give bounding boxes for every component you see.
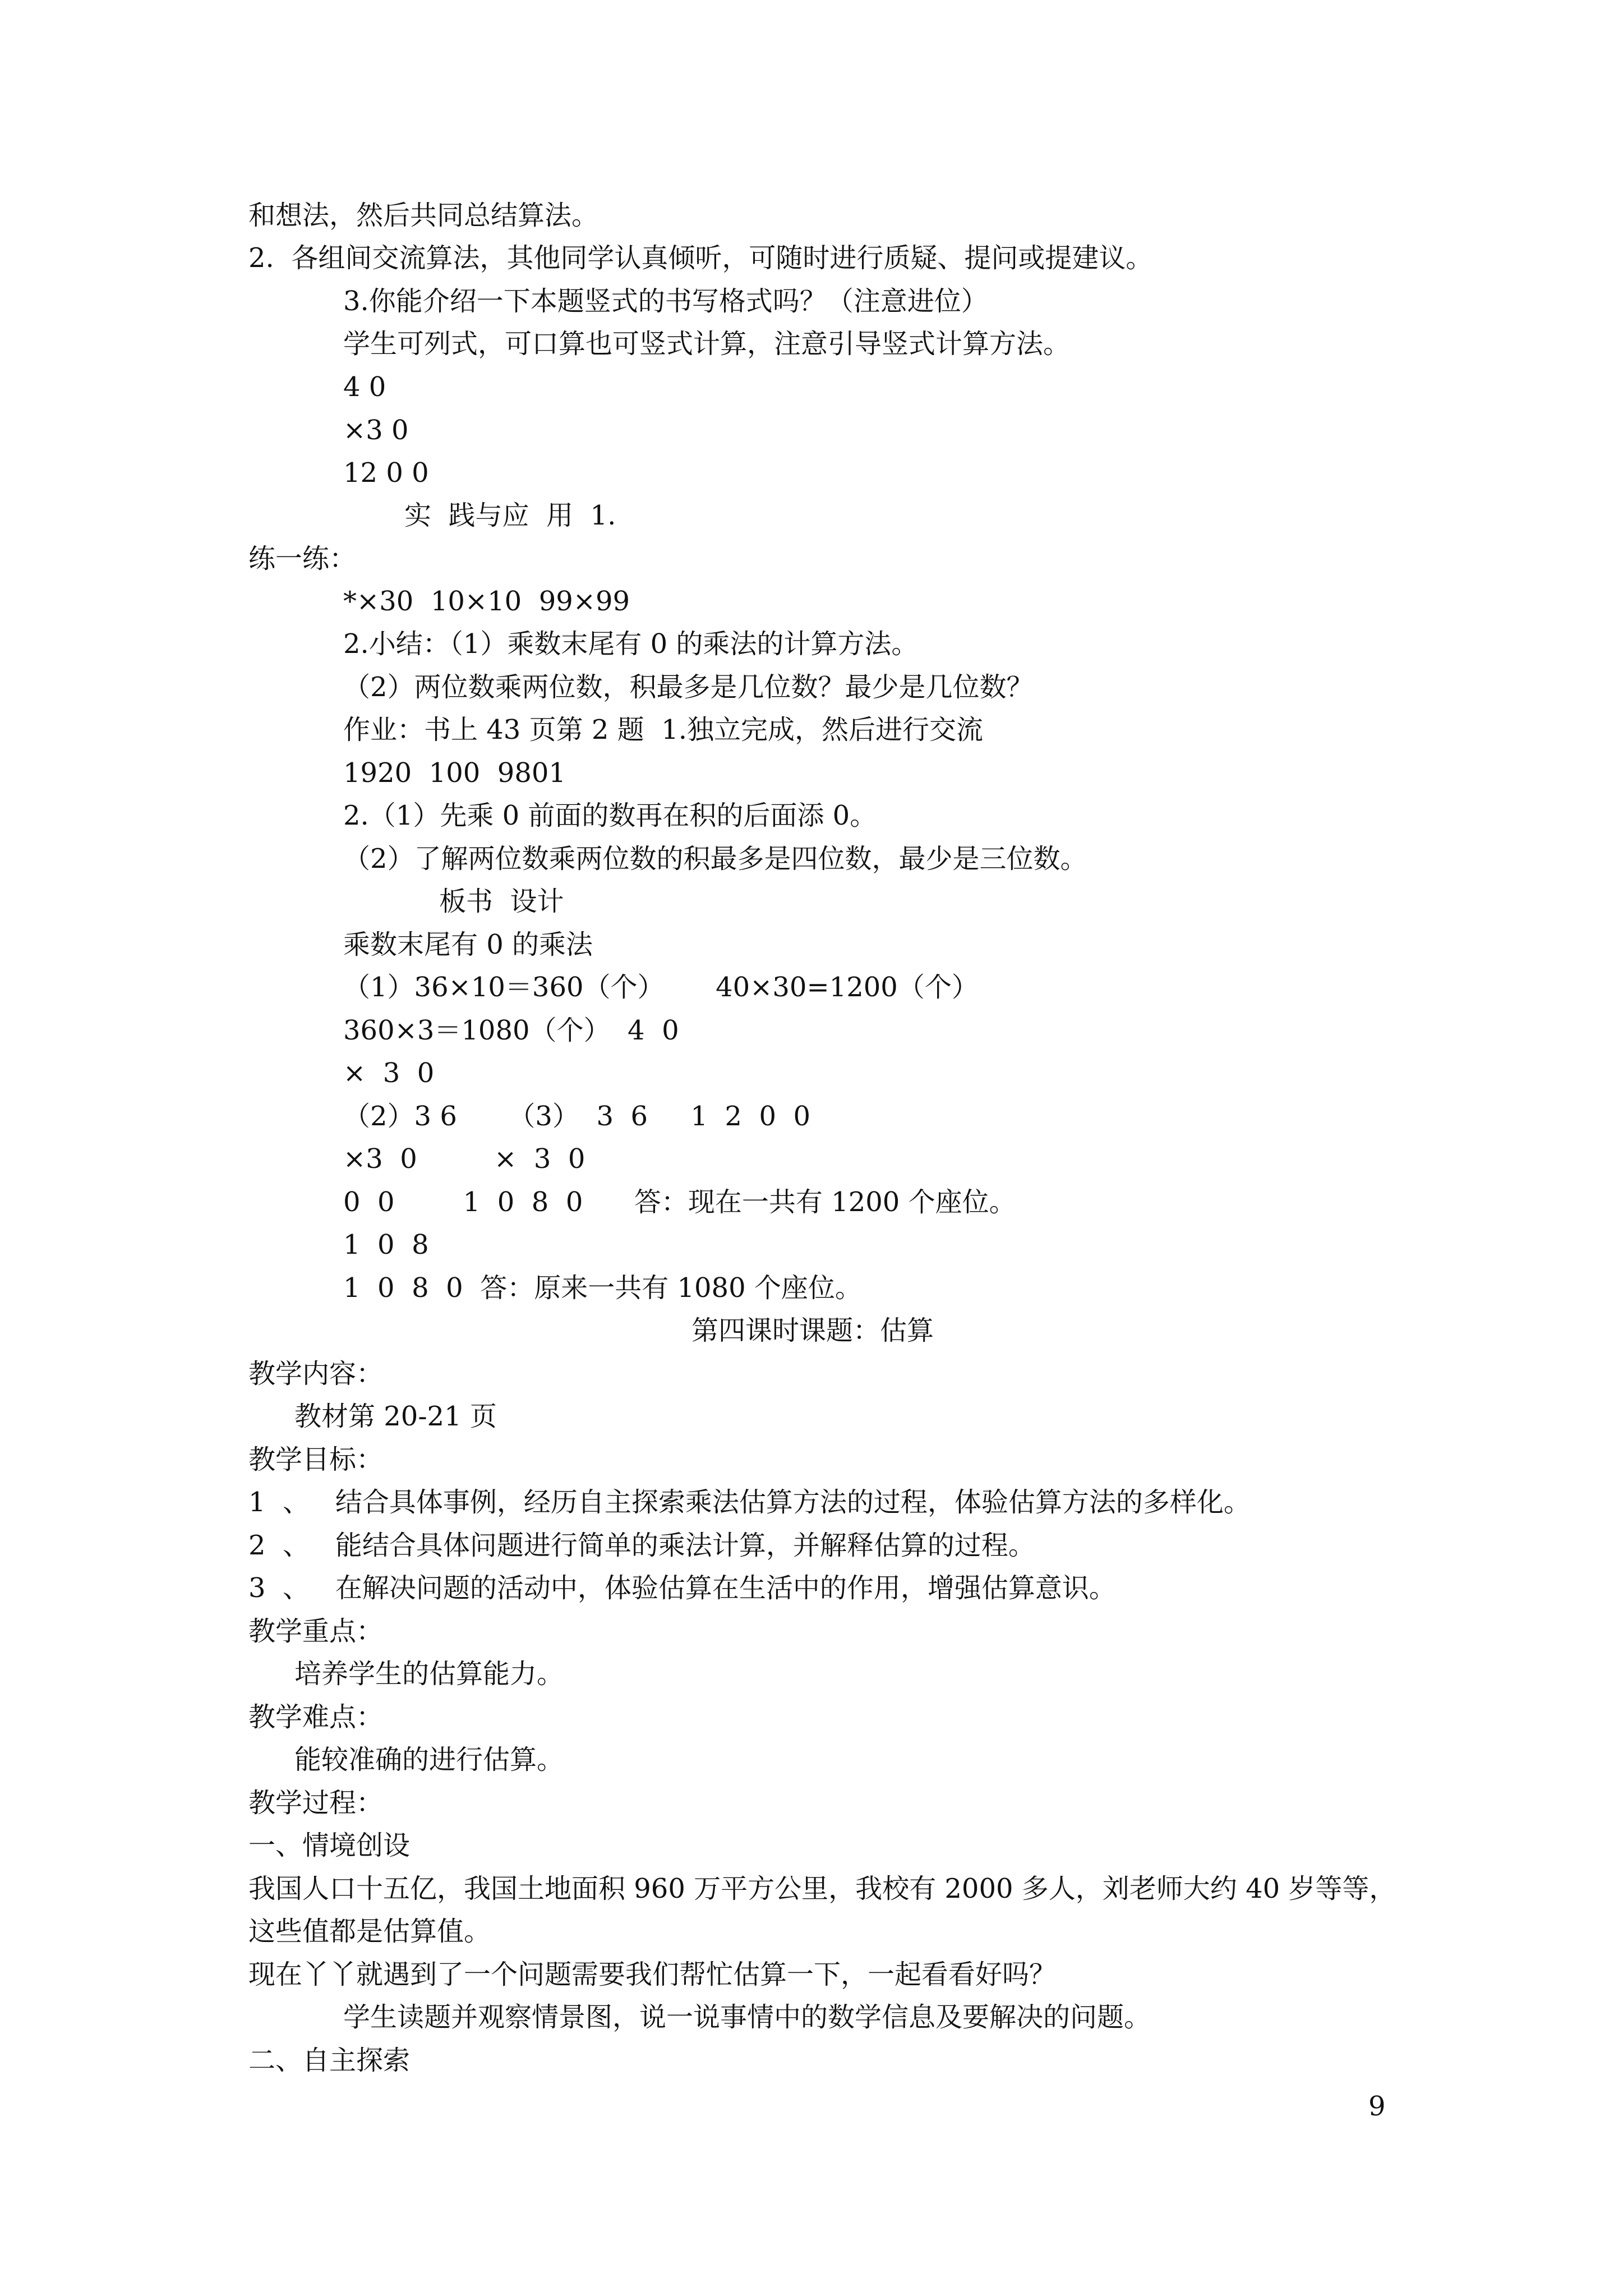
section-heading: 实 践与应 用 1. [404,500,616,531]
section-heading: 板书 设计 [439,886,564,917]
text-line: 1920 100 9801 [343,757,566,789]
text-line: 现在丫丫就遇到了一个问题需要我们帮忙估算一下，一起看看好吗？ [248,1959,1057,1990]
text-line: 学生读题并观察情景图，说一说事情中的数学信息及要解决的问题。 [343,2001,1151,2033]
text-line: 一、情境创设 [248,1830,411,1861]
text-line: 0 0 1 0 8 0 答：现在一共有 1200 个座位。 [343,1186,1016,1218]
text-line: 教学重点： [248,1616,384,1647]
text-line: ×3 0 [343,415,409,446]
text-line: ×3 0 × 3 0 [343,1143,585,1175]
text-line: 1 0 8 [343,1229,429,1260]
text-line: （2）3 6 （3） 3 6 1 2 0 0 [343,1101,811,1132]
text-line: 我国人口十五亿，我国土地面积 960 万平方公里，我校有 2000 多人，刘老师大约 40 岁等等， [248,1873,1396,1904]
text-line: （2）了解两位数乘两位数的积最多是四位数，最少是三位数。 [343,843,1087,875]
text-line: × 3 0 [343,1057,435,1089]
text-line: 2 、 能结合具体问题进行简单的乘法计算，并解释估算的过程。 [248,1530,1035,1561]
text-line: 作业：书上 43 页第 2 题 1.独立完成，然后进行交流 [343,714,983,746]
text-line: 1 0 8 0 答：原来一共有 1080 个座位。 [343,1272,862,1304]
text-line: 能较准确的进行估算。 [294,1744,564,1775]
text-line: 教学内容： [248,1358,384,1389]
text-line: 教学过程： [248,1787,384,1819]
text-line: 乘数末尾有 0 的乘法 [343,929,593,960]
text-line: 教学目标： [248,1444,384,1475]
text-line: （1）36×10＝360（个） 40×30=1200（个） [343,972,979,1003]
text-line: 12 0 0 [343,457,429,489]
text-line: 教学难点： [248,1701,384,1733]
text-line: 学生可列式，可口算也可竖式计算，注意引导竖式计算方法。 [343,328,1071,360]
text-line: 1 、 结合具体事例，经历自主探索乘法估算方法的过程，体验估算方法的多样化。 [248,1487,1251,1518]
text-line: 3 、 在解决问题的活动中，体验估算在生活中的作用，增强估算意识。 [248,1572,1116,1604]
text-line: （2）两位数乘两位数，积最多是几位数？最少是几位数？ [343,671,1034,703]
lesson-title: 第四课时课题：估算 [691,1315,934,1346]
page-number: 9 [1368,2091,1386,2122]
text-line: 4 0 [343,371,386,403]
text-line: 教材第 20-21 页 [294,1401,497,1432]
text-line: 这些值都是估算值。 [248,1916,491,1947]
text-line: 和想法，然后共同总结算法。 [248,200,599,231]
text-line: 培养学生的估算能力。 [294,1658,564,1690]
text-line: 2. 各组间交流算法，其他同学认真倾听，可随时进行质疑、提问或提建议。 [248,242,1153,274]
text-line: 二、自主探索 [248,2045,411,2076]
text-line: 360×3＝1080（个） 4 0 [343,1015,679,1046]
text-line: 2.（1）先乘 0 前面的数再在积的后面添 0。 [343,800,877,831]
text-line: 3.你能介绍一下本题竖式的书写格式吗？（注意进位） [343,286,988,317]
text-line: 2.小结：（1）乘数末尾有 0 的乘法的计算方法。 [343,628,919,660]
text-line: *×30 10×10 99×99 [343,586,630,617]
text-line: 练一练： [248,543,357,574]
